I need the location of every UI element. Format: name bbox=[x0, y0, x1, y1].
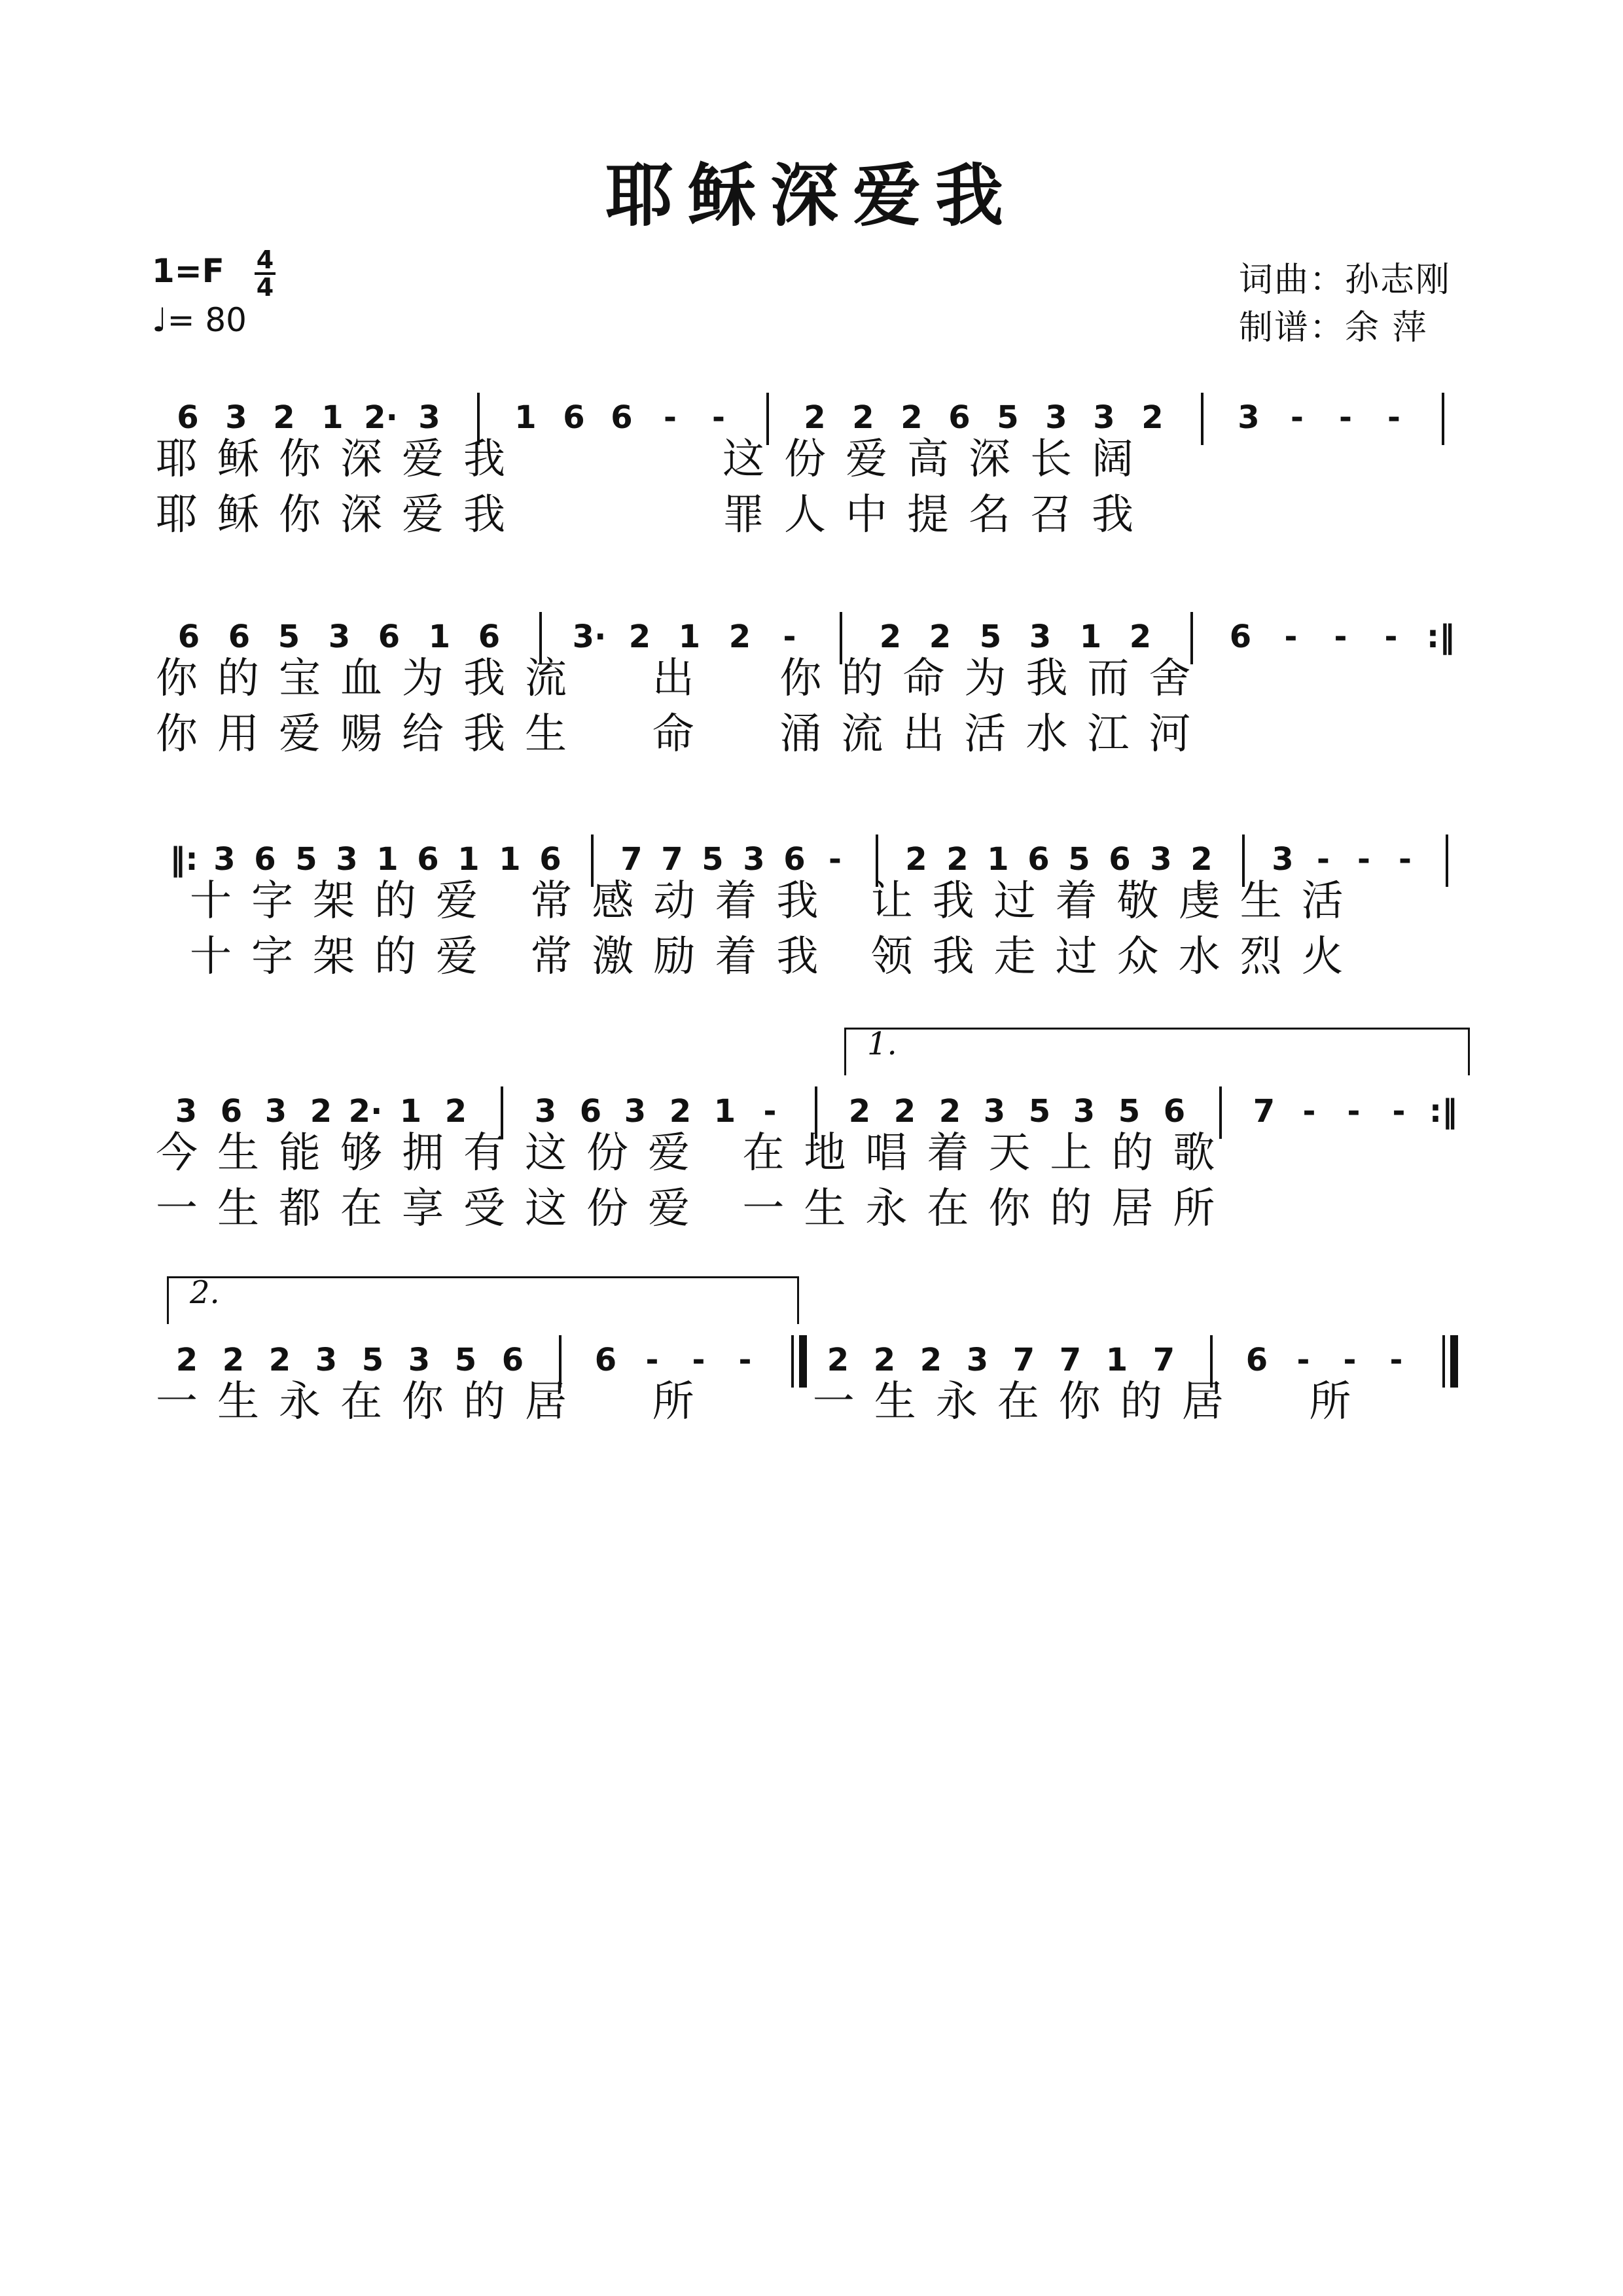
note-token: 2 bbox=[852, 399, 874, 436]
lyric-line-2: 你用爱赐给我生 命 涌流出活水江河 bbox=[156, 710, 1211, 759]
note-token: 5 bbox=[361, 1342, 384, 1378]
note-token: - bbox=[1317, 841, 1330, 878]
note-token: 6 bbox=[228, 619, 251, 655]
note-token: 3 bbox=[983, 1093, 1006, 1130]
lyric-line-2: 十字架的爱 常激励着我 领我走过众水烈火 bbox=[190, 933, 1363, 981]
lyric-line-2: 一生都在享受这份爱 一生永在你的居所 bbox=[156, 1185, 1235, 1233]
note-token: 6 bbox=[563, 399, 585, 436]
note-token: - bbox=[1384, 619, 1398, 655]
note-token: - bbox=[1334, 619, 1347, 655]
note-token: 2 bbox=[1141, 399, 1164, 436]
note-token: 2 bbox=[1129, 619, 1152, 655]
note-token: 3 bbox=[1093, 399, 1115, 436]
note-token: 6 bbox=[1163, 1093, 1186, 1130]
lyric-line-1: 今生能够拥有这份爱 在地唱着天上的歌 bbox=[156, 1129, 1235, 1177]
time-signature bbox=[252, 247, 278, 300]
bar-line bbox=[1442, 1335, 1445, 1388]
note-token: 5 bbox=[702, 841, 724, 878]
note-token: - bbox=[738, 1342, 752, 1378]
note-token: 2 bbox=[273, 399, 295, 436]
note-token: 2 bbox=[310, 1093, 332, 1130]
note-token: 1 bbox=[399, 1093, 422, 1130]
note-token: 2 bbox=[848, 1093, 871, 1130]
note-token: 3· bbox=[572, 619, 607, 655]
note-token: 6 bbox=[478, 619, 501, 655]
note-token: - bbox=[829, 841, 842, 878]
note-token: 2 bbox=[728, 619, 751, 655]
note-token: 6 bbox=[177, 399, 199, 436]
note-token: 3 bbox=[264, 1093, 287, 1130]
note-token: 2 bbox=[879, 619, 902, 655]
note-token: 2· bbox=[364, 399, 398, 436]
note-token: - bbox=[763, 1093, 777, 1130]
note-token: 3 bbox=[328, 619, 351, 655]
note-token: 6 bbox=[1109, 841, 1131, 878]
note-token: 3 bbox=[1238, 399, 1260, 436]
note-token: 3 bbox=[225, 399, 247, 436]
note-token: 3 bbox=[624, 1093, 647, 1130]
note-token: 1 bbox=[376, 841, 399, 878]
note-token: 6 bbox=[177, 619, 200, 655]
note-token: 1 bbox=[713, 1093, 736, 1130]
note-token: 2 bbox=[938, 1093, 961, 1130]
note-token: 6 bbox=[254, 841, 276, 878]
note-token: 6 bbox=[501, 1342, 524, 1378]
note-token: 6 bbox=[594, 1342, 617, 1378]
final-bar-line bbox=[1450, 1335, 1458, 1388]
note-token: 1 bbox=[457, 841, 480, 878]
note-token: :‖ bbox=[1429, 1093, 1458, 1130]
note-token: 6 bbox=[948, 399, 971, 436]
note-token: 7 bbox=[1012, 1342, 1035, 1378]
note-token: 5 bbox=[1068, 841, 1090, 878]
note-token: - bbox=[1347, 1093, 1361, 1130]
note-token: 2· bbox=[348, 1093, 383, 1130]
note-token: 3 bbox=[418, 399, 440, 436]
song-title: 耶稣深爱我 bbox=[605, 155, 1018, 236]
note-token: 5 bbox=[277, 619, 300, 655]
note-token: 7 bbox=[1253, 1093, 1275, 1130]
note-token: - bbox=[645, 1342, 659, 1378]
note-token: - bbox=[1343, 1342, 1357, 1378]
note-token: - bbox=[692, 1342, 705, 1378]
bar-line bbox=[1442, 393, 1444, 445]
note-token: 6 bbox=[611, 399, 633, 436]
note-token: 1 bbox=[428, 619, 451, 655]
note-token: 6 bbox=[539, 841, 562, 878]
note-token: 3 bbox=[175, 1093, 198, 1130]
note-token: - bbox=[1284, 619, 1298, 655]
note-token: 3 bbox=[1029, 619, 1052, 655]
note-token: - bbox=[1387, 399, 1400, 436]
note-token: 2 bbox=[919, 1342, 942, 1378]
note-token: 1 bbox=[514, 399, 537, 436]
note-token: 3 bbox=[966, 1342, 989, 1378]
bar-line bbox=[1201, 393, 1204, 445]
key-signature: 1=F bbox=[152, 252, 224, 290]
note-token: 7 bbox=[661, 841, 683, 878]
note-token: 7 bbox=[1152, 1342, 1175, 1378]
lyric-line-1: 耶稣你深爱我 这份爱高深长阔 bbox=[156, 435, 1154, 484]
note-token: 3 bbox=[534, 1093, 557, 1130]
volta-2-label: 2. bbox=[190, 1274, 220, 1311]
note-token: 1 bbox=[321, 399, 344, 436]
note-token: 5 bbox=[979, 619, 1002, 655]
note-token: 5 bbox=[295, 841, 317, 878]
note-token: 2 bbox=[444, 1093, 467, 1130]
time-signature-top: 4 bbox=[256, 245, 274, 274]
credit-transcriber: 制谱：余 萍 bbox=[1239, 308, 1428, 348]
note-token: 3 bbox=[315, 1342, 338, 1378]
note-token: 3 bbox=[743, 841, 765, 878]
note-token: 2 bbox=[827, 1342, 849, 1378]
note-token: 6 bbox=[783, 841, 806, 878]
note-token: 6 bbox=[378, 619, 401, 655]
note-token: 6 bbox=[1245, 1342, 1268, 1378]
credit-lyrics-music: 词曲：孙志刚 bbox=[1239, 260, 1452, 300]
note-token: - bbox=[1296, 1342, 1310, 1378]
note-token: - bbox=[1339, 399, 1352, 436]
note-token: 3 bbox=[1150, 841, 1172, 878]
time-signature-bottom: 4 bbox=[256, 273, 274, 302]
note-token: - bbox=[664, 399, 677, 436]
lyric-line-1: 十字架的爱 常感动着我 让我过着敬虔生活 bbox=[190, 877, 1363, 925]
note-token: 7 bbox=[620, 841, 643, 878]
note-token: 2 bbox=[804, 399, 826, 436]
note-token: 2 bbox=[893, 1093, 916, 1130]
note-token: 2 bbox=[222, 1342, 245, 1378]
note-token: 2 bbox=[268, 1342, 291, 1378]
note-token: 3 bbox=[1045, 399, 1067, 436]
note-token: 3 bbox=[1073, 1093, 1096, 1130]
note-token: 6 bbox=[1027, 841, 1050, 878]
note-token: - bbox=[1389, 1342, 1403, 1378]
note-token: 1 bbox=[1105, 1342, 1128, 1378]
note-token: 2 bbox=[873, 1342, 896, 1378]
note-token: 7 bbox=[1059, 1342, 1082, 1378]
note-token: 5 bbox=[1028, 1093, 1051, 1130]
note-token: 2 bbox=[628, 619, 651, 655]
note-token: 3 bbox=[336, 841, 358, 878]
lyric-line-1: 你的宝血为我流 出 你的命为我而舍 bbox=[156, 655, 1211, 703]
note-token: - bbox=[1302, 1093, 1316, 1130]
note-token: 2 bbox=[669, 1093, 692, 1130]
note-token: 2 bbox=[929, 619, 952, 655]
note-token: 6 bbox=[579, 1093, 602, 1130]
note-token: 5 bbox=[1118, 1093, 1141, 1130]
note-token: 1 bbox=[499, 841, 521, 878]
note-token: - bbox=[1291, 399, 1304, 436]
note-token: 5 bbox=[454, 1342, 477, 1378]
note-token: 3 bbox=[213, 841, 236, 878]
note-token: 2 bbox=[905, 841, 927, 878]
note-token: 6 bbox=[220, 1093, 243, 1130]
note-token: ‖: bbox=[169, 841, 198, 878]
lyric-line-2: 耶稣你深爱我 罪人中提名召我 bbox=[156, 491, 1154, 539]
note-token: 1 bbox=[987, 841, 1009, 878]
note-token: 2 bbox=[1190, 841, 1213, 878]
note-token: 5 bbox=[997, 399, 1019, 436]
note-token: 2 bbox=[175, 1342, 198, 1378]
note-token: 2 bbox=[901, 399, 923, 436]
note-token: - bbox=[1399, 841, 1412, 878]
note-token: :‖ bbox=[1426, 619, 1455, 655]
note-token: 3 bbox=[408, 1342, 431, 1378]
note-token: - bbox=[783, 619, 796, 655]
note-token: - bbox=[1357, 841, 1370, 878]
lyric-line-1: 一生永在你的居 所 一生永在你的居 所 bbox=[156, 1378, 1371, 1426]
tempo-marking: ♩= 80 bbox=[152, 301, 247, 339]
note-token: 3 bbox=[1272, 841, 1294, 878]
note-token: - bbox=[1392, 1093, 1406, 1130]
note-token: 6 bbox=[417, 841, 439, 878]
note-token: 6 bbox=[1229, 619, 1252, 655]
volta-1-label: 1. bbox=[867, 1026, 897, 1062]
note-token: - bbox=[712, 399, 725, 436]
note-token: 1 bbox=[1079, 619, 1102, 655]
note-token: 2 bbox=[946, 841, 969, 878]
bar-line bbox=[1446, 834, 1448, 887]
note-token: 1 bbox=[678, 619, 701, 655]
